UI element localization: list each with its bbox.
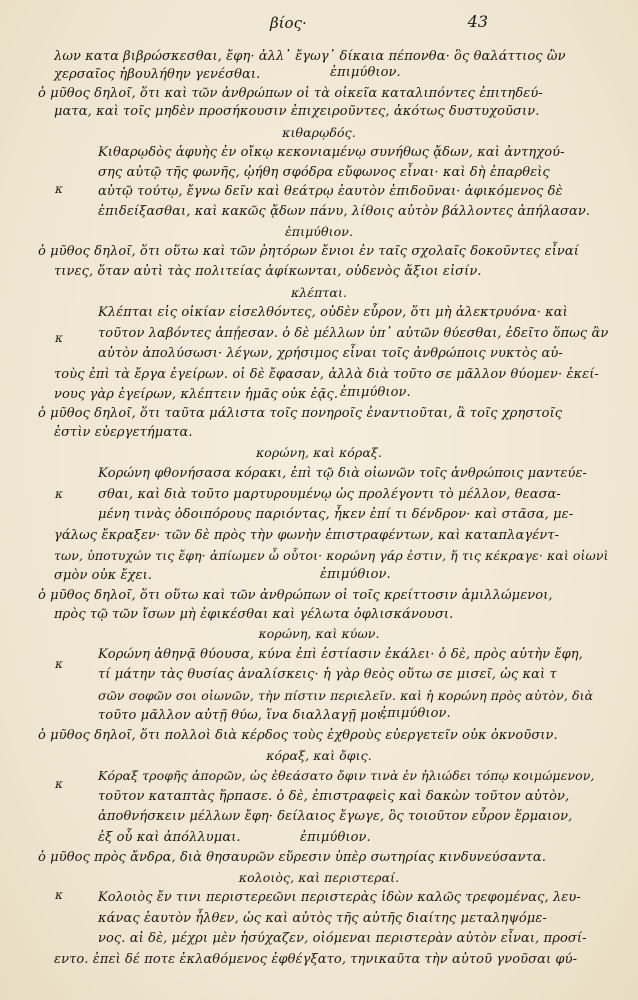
margin-marker: κ: [55, 657, 63, 671]
page-number: 43: [467, 12, 488, 31]
text-line: ἐξ οὗ καὶ ἀπόλλυμαι.: [98, 830, 241, 845]
text-line: λων κατα βιβρώσκεσθαι, ἔφη· ἀλλ᾽ ἔγωγ᾽ δίκαια πέπονθα· ὃς θαλάττιος ὢν: [54, 49, 566, 64]
section-heading: κορώνη, καὶ κύων.: [258, 626, 380, 641]
text-line: τοὺς ἐπὶ τὰ ἔργα ἐγείρων. οἱ δὲ ἔφασαν, ἀλλὰ διὰ τοῦτο σε μᾶλλον θύομεν· ἐκεί-: [54, 367, 599, 382]
text-line: Κλέπται εἰς οἰκίαν εἰσελθόντες, οὐδὲν εὗρον, ὅτι μὴ ἀλεκτρυόνα· καὶ: [98, 305, 568, 320]
text-line: εντο. ἐπεὶ δέ ποτε ἐκλαθόμενος ἐφθέγξατο, τηνικαῦτα τὴν αὐτοῦ γνοῦσαι φύ-: [54, 952, 578, 967]
margin-marker: κ: [55, 487, 63, 501]
text-line: Κιθαρῳδὸς ἀφυὴς ἐν οἴκῳ κεκονιαμένῳ συνήθως ᾄδων, καὶ ἀντηχού-: [98, 145, 565, 160]
text-line: τοῦτον καταπτὰς ἥρπασε. ὁ δὲ, ἐπιστραφεὶς καὶ δακὼν τοῦτον αὐτὸν,: [98, 789, 570, 804]
text-line: σθαι, καὶ διὰ τοῦτο μαρτυρουμένῳ ὡς προλέγοντι τὸ μέλλον, θεασα-: [98, 487, 561, 502]
text-line: αὐτὸν ἀπολύσωσι· λέγων, χρήσιμος εἶναι τοῖς ἀνθρώποις νυκτὸς αὐ-: [98, 346, 563, 361]
text-line: νος. αἱ δὲ, μέχρι μὲν ἡσύχαζεν, οἰόμεναι περιστερὰν αὐτὸν εἶναι, προσί-: [98, 931, 587, 946]
text-line: ὁ μῦθος δηλοῖ, ὅτι πολλοὶ διὰ κέρδος τοὺς ἐχθροὺς εὐεργετεῖν οὐκ ὀκνοῦσιν.: [38, 728, 558, 743]
section-heading: κολοιὸς, καὶ περιστεραί.: [238, 870, 400, 885]
section-heading: ἐπιμύθιον.: [284, 224, 354, 239]
margin-marker: κ: [55, 182, 63, 196]
text-line: μένη τινὰς ὁδοιπόρους παριόντας, ἧκεν ἐπί τι δένδρον· καὶ στᾶσα, με-: [98, 507, 574, 522]
text-line: σης αὐτῷ τῆς φωνῆς, ᾠήθη σφόδρα εὔφωνος εἶναι· καὶ δὴ ἐπαρθεὶς: [98, 165, 550, 180]
text-line: ὁ μῦθος πρὸς ἄνδρα, διὰ θησαυρῶν εὕρεσιν ὑπὲρ σωτηρίας κινδυνεύσαντα.: [38, 850, 546, 865]
section-heading: κλέπται.: [290, 285, 348, 300]
text-line: σμὸν οὐκ ἔχει.: [54, 568, 153, 583]
text-line: τοῦτο μᾶλλον αὐτῇ θύω, ἵνα διαλλαγῇ μοι.: [98, 708, 387, 723]
margin-marker: κ: [55, 331, 63, 345]
text-line: τί μάτην τὰς θυσίας ἀναλίσκεις· ἡ γὰρ θεὸς οὕτω σε μισεῖ, ὡς καὶ τ: [98, 667, 557, 682]
section-heading: ἐπιμύθιον.: [300, 830, 371, 845]
text-line: Κόραξ τροφῆς ἀπορῶν, ὡς ἐθεάσατο ὄφιν τινὰ ἐν ἡλιώδει τόπῳ κοιμώμενον,: [98, 768, 595, 783]
text-line: Κορώνη ἀθηνᾷ θύουσα, κύνα ἐπὶ ἑστίασιν ἐκάλει· ὁ δὲ, πρὸς αὐτὴν ἔφη,: [98, 647, 583, 662]
section-heading: ἐπιμύθιον.: [330, 65, 401, 80]
section-heading: κόραξ, καὶ ὄφις.: [266, 748, 372, 763]
text-line: ἀποθνήσκειν μέλλων ἔφη· δείλαιος ἔγωγε, ὃς τοιοῦτον εὗρον ἕρμαιον,: [98, 809, 573, 824]
text-line: Κολοιὸς ἔν τινι περιστερεῶνι περιστερὰς ἰδὼν καλῶς τρεφομένας, λευ-: [98, 890, 581, 905]
text-line: ὁ μῦθος δηλοῖ, ὅτι ταῦτα μάλιστα τοῖς πονηροῖς ἐναντιοῦται, ἃ τοῖς χρηστοῖς: [38, 406, 563, 421]
section-heading: κιθαρῳδός.: [282, 125, 356, 140]
text-line: αὐτῷ τούτῳ, ἔγνω δεῖν καὶ θεάτρῳ ἑαυτὸν ἐπιδοῦναι· ἀφικόμενος δὲ: [98, 184, 563, 199]
text-line: ὁ μῦθος δηλοῖ, ὅτι καὶ τῶν ἀνθρώπων οἱ τὰ οἰκεῖα καταλιπόντες ἐπιτηδεύ-: [38, 86, 543, 101]
text-line: ἐστὶν εὐεργετήματα.: [54, 425, 193, 440]
text-line: ματα, καὶ τοῖς μηδὲν προσήκουσιν ἐπιχειροῦντες, ἀκότως δυστυχοῦσιν.: [54, 104, 540, 119]
text-line: των, ὑποτυχών τις ἔφη· ἀπίωμεν ὦ οὗτοι· κορώνη γάρ ἐστιν, ἥ τις κέκραγε· καὶ οἰωνὶ: [54, 548, 609, 563]
section-heading: ἐπιμύθιον.: [320, 567, 391, 582]
text-line: ὁ μῦθος δηλοῖ, ὅτι οὕτω καὶ τῶν ἀνθρώπων οἱ τοῖς κρείττοσιν ἁμιλλώμενοι,: [38, 588, 553, 603]
text-line: γάλως ἔκραξεν· τῶν δὲ πρὸς τὴν φωνὴν ἐπιστραφέντων, καὶ καταπλαγέντ-: [54, 528, 560, 543]
text-line: Κορώνη φθονήσασα κόρακι, ἐπὶ τῷ διὰ οἰωνῶν τοῖς ἀνθρώποις μαντεύε-: [98, 466, 588, 481]
section-heading: ἐπιμύθιον.: [340, 385, 411, 400]
section-heading: κορώνη, καὶ κόραξ.: [256, 445, 382, 460]
section-heading: ἐπιμύθιον.: [380, 706, 451, 721]
text-line: κάνας ἑαυτὸν ἧλθεν, ὡς καὶ αὐτὸς τῆς αὐτῆς διαίτης μεταληψόμε-: [98, 911, 547, 926]
margin-marker: κ: [55, 777, 63, 791]
running-head: βίος·: [270, 14, 307, 32]
text-line: χερσαῖος ἠβουλήθην γενέσθαι.: [54, 67, 261, 82]
text-line: νους γὰρ ἐγείρων, κλέπτειν ἡμᾶς οὐκ ἐᾷς.: [54, 387, 339, 402]
margin-marker: κ: [55, 888, 63, 902]
page-header: [0, 14, 638, 38]
text-line: σῶν σοφῶν σοι οἰωνῶν, τὴν πίστιν περιελεῖν. καὶ ἡ κορώνη πρὸς αὐτὸν, διὰ: [98, 688, 594, 703]
text-line: πρὸς τῷ τῶν ἴσων μὴ ἐφικέσθαι καὶ γέλωτα ὀφλισκάνουσι.: [54, 607, 454, 622]
text-line: τινες, ὅταν αὐτὶ τὰς πολιτείας ἀφίκωνται, οὐδενὸς ἄξιοι εἰσίν.: [54, 264, 482, 279]
text-line: ὁ μῦθος δηλοῖ, ὅτι οὕτω καὶ τῶν ῥητόρων ἔνιοι ἐν ταῖς σχολαῖς δοκοῦντες εἶναί: [38, 244, 579, 259]
text-line: ἐπιδείξασθαι, καὶ κακῶς ᾄδων πάνυ, λίθοις αὐτὸν βάλλοντες ἀπήλασαν.: [98, 204, 591, 219]
text-line: τοῦτον λαβόντες ἀπῄεσαν. ὁ δὲ μέλλων ὑπ᾽ αὐτῶν θύεσθαι, ἐδεῖτο ὅπως ἂν: [98, 326, 609, 341]
